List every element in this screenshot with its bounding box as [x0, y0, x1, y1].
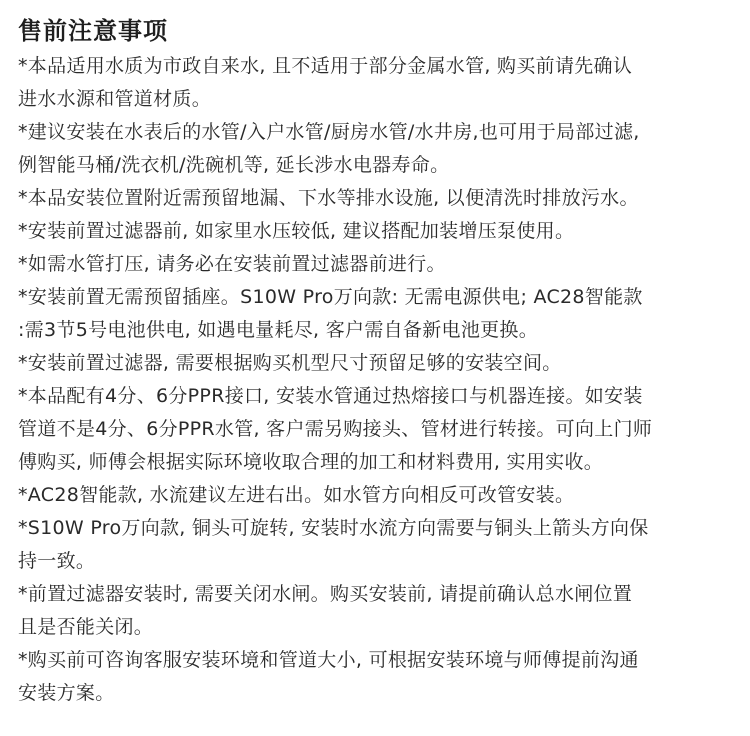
notice-item-line: *建议安装在水表后的水管/入户水管/厨房水管/水井房,也可用于局部过滤,	[18, 121, 640, 143]
notice-item	[18, 215, 738, 248]
notice-item	[18, 281, 738, 347]
notice-item-line: :需3节5号电池供电, 如遇电量耗尽, 客户需自备新电池更换。	[18, 319, 539, 341]
notice-item-line: *本品适用水质为市政自来水, 且不适用于部分金属水管, 购买前请先确认	[18, 55, 633, 77]
notice-item-line: *安装前置过滤器, 需要根据购买机型尺寸预留足够的安装空间。	[18, 352, 562, 374]
notice-item-line: 进水水源和管道材质。	[18, 88, 212, 110]
notice-list	[18, 50, 738, 710]
notice-item-line: *安装前置无需预留插座。S10W Pro万向款: 无需电源供电; AC28智能款	[18, 286, 643, 308]
notice-item-line: *S10W Pro万向款, 铜头可旋转, 安装时水流方向需要与铜头上箭头方向保	[18, 517, 649, 539]
notice-item-line: 持一致。	[18, 550, 96, 572]
notice-item-line: 例智能马桶/洗衣机/洗碗机等, 延长涉水电器寿命。	[18, 154, 450, 176]
notice-item	[18, 644, 738, 710]
notice-item-line: *安装前置过滤器前, 如家里水压较低, 建议搭配加装增压泵使用。	[18, 220, 575, 242]
notice-item-line: 傅购买, 师傅会根据实际环境收取合理的加工和材料费用, 实用实收。	[18, 451, 604, 473]
notice-item	[18, 182, 738, 215]
notice-item-line: 管道不是4分、6分PPR水管, 客户需另购接头、管材进行转接。可向上门师	[18, 418, 653, 440]
notice-item	[18, 50, 738, 116]
notice-item-line: *如需水管打压, 请务必在安装前置过滤器前进行。	[18, 253, 446, 275]
notice-item-line: 安装方案。	[18, 682, 115, 704]
notice-title: 售前注意事项	[18, 17, 168, 45]
notice-item	[18, 479, 738, 512]
notice-item	[18, 578, 738, 644]
notice-item-line: *购买前可咨询客服安装环境和管道大小, 可根据安装环境与师傅提前沟通	[18, 649, 639, 671]
notice-item-line: *本品安装位置附近需预留地漏、下水等排水设施, 以便清洗时排放污水。	[18, 187, 639, 209]
notice-item-line: *AC28智能款, 水流建议左进右出。如水管方向相反可改管安装。	[18, 484, 575, 506]
notice-item	[18, 380, 738, 479]
notice-item	[18, 347, 738, 380]
notice-item-line: *前置过滤器安装时, 需要关闭水闸。购买安装前, 请提前确认总水闸位置	[18, 583, 633, 605]
notice-item-line: *本品配有4分、6分PPR接口, 安装水管通过热熔接口与机器连接。如安装	[18, 385, 643, 407]
notice-item	[18, 512, 738, 578]
notice-item-line: 且是否能关闭。	[18, 616, 154, 638]
notice-item	[18, 248, 738, 281]
notice-item	[18, 116, 738, 182]
pre-sale-notice	[18, 14, 738, 710]
